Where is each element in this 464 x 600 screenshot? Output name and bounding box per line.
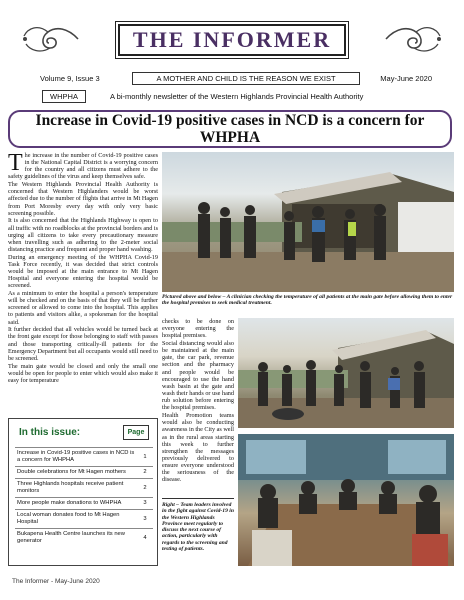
photo-caption-side: Right – Team leaders involved in the fight against Covid-19 in the Western Highlands Province meet regularly to discuss the next course of action, particularly with regards to the screening and testing of patients. — [162, 498, 234, 564]
toc-row[interactable] — [15, 448, 153, 467]
masthead — [14, 14, 450, 64]
issue-number: Volume 9, Issue 3 — [40, 74, 100, 83]
toc-item-page: 4 — [137, 529, 153, 548]
toc-item-text[interactable]: Double celebrations for Mt Hagen mothers — [15, 467, 137, 479]
ornament-left-icon — [20, 22, 80, 56]
table-of-contents — [8, 418, 158, 566]
article-paragraph: It further decided that all vehicles would be turned back at the front gate except for those belonging to staff with passes and those transporting critically-ill patients for the Emergency Department but all occupants would still need to be screened. — [8, 326, 158, 362]
motto-box: A MOTHER AND CHILD IS THE REASON WE EXIST — [132, 72, 360, 85]
toc-row[interactable] — [15, 510, 153, 529]
article-paragraph: It is also concerned that the Highlands Highway is open to all traffic with no roadblocks at the provincial borders and is urging all citizens to take every precautionary measure when travelling such as adhering to the 2-meter social distancing practice and frequent and proper hand washing. — [8, 217, 158, 254]
headline-text: Increase in Covid-19 positive cases in NCD is a concern for WHPHA — [35, 112, 425, 146]
toc-item-page: 1 — [137, 448, 153, 467]
toc-item-text[interactable]: Increase in Covid-19 positive cases in NCD is a concern for WHPHA — [15, 448, 137, 467]
toc-item-text[interactable]: Three Highlands hospitals receive patient monitors — [15, 479, 137, 498]
toc-row[interactable] — [15, 479, 153, 498]
tagline-row — [36, 90, 436, 104]
article-paragraph: Social distancing would also be maintained at the main gate, the car park, revenue section and the pharmacy and people would be encouraged to use the hand wash basin at the gate and wash their hands or use hand rub solution before entering the hospital premises. — [162, 339, 234, 412]
issue-info-row — [36, 72, 436, 86]
toc-title: In this issue: — [19, 427, 81, 438]
article-paragraph: During an emergency meeting of the WHPHA Covid-19 Task Force recently, it was decided that strict controls would be imposed at the main entrance to Mt Hagen Hospital and everyone entering the hospital would be screened. — [8, 253, 158, 290]
toc-item-page: 2 — [137, 479, 153, 498]
photo-hospital-gate-screening — [162, 152, 454, 292]
toc-row[interactable] — [15, 467, 153, 479]
article-paragraph: The main gate would be closed and only the small one would be open for people to enter which would also make it easy for temperature — [8, 362, 158, 384]
issue-date: May-June 2020 — [380, 74, 432, 83]
toc-item-text[interactable]: Bukapena Health Centre launches its new generator — [15, 529, 137, 548]
photo-caption-top: Pictured above and below – A clinician checking the temperature of all patients at the main gate before allowing them to enter the hospital premises to seek medical treatment. — [162, 294, 453, 307]
masthead-title-box — [118, 24, 346, 56]
newsletter-tagline: A bi-monthly newsletter of the Western Highlands Provincial Health Authority — [110, 92, 364, 101]
toc-item-page: 3 — [137, 510, 153, 529]
toc-item-text[interactable]: More people make donations to WHPHA — [15, 498, 137, 510]
toc-header — [15, 425, 153, 443]
article-paragraph: checks to be done on everyone entering the hospital premises. — [162, 318, 234, 340]
dropcap: T — [8, 152, 23, 176]
masthead-title: THE INFORMER — [132, 27, 332, 52]
article-paragraph: The increase in the number of Covid-19 positive cases in the National Capital District is a worrying concern for the country and all citizens must adhere to the safety guidelines of the virus and keep themselves safe. — [8, 152, 158, 181]
page-footer: The Informer - May-June 2020 — [12, 578, 100, 585]
article-paragraph: As a minimum to enter the hospital a person's temperature will be checked and on the basis of that they will be further screened or allowed to come into the hospital. This applies to patients and visitors alike, a spokesman for the hospital said. — [8, 289, 158, 326]
toc-table — [15, 447, 153, 547]
toc-row[interactable] — [15, 529, 153, 548]
article-column-1 — [8, 152, 158, 414]
article-paragraph: The Western Highlands Provincial Health Authority is concerned that Western Highlanders would be worst affected due to the number of flights that arrive in Mt Hagen from Port Moresby every day with only very basic screening possible. — [8, 181, 158, 217]
toc-item-page: 2 — [137, 467, 153, 479]
org-badge: WHPHA — [42, 90, 86, 103]
article-column-2 — [162, 318, 234, 494]
photo-temperature-check — [238, 318, 454, 428]
toc-row[interactable] — [15, 498, 153, 510]
toc-item-text[interactable]: Local woman donates food to Mt Hagen Hospital — [15, 510, 137, 529]
toc-page-header: Page — [123, 425, 149, 440]
photo-team-meeting — [238, 434, 454, 566]
lead-headline — [8, 110, 452, 148]
toc-item-page: 3 — [137, 498, 153, 510]
ornament-right-icon — [384, 22, 444, 56]
article-paragraph: Health Promotion teams would also be conducting awareness in the City as well as in the rural areas starting this week to further strengthen the messages previously delivered to ensure everyone understood the seriousness of the disease. — [162, 412, 234, 484]
